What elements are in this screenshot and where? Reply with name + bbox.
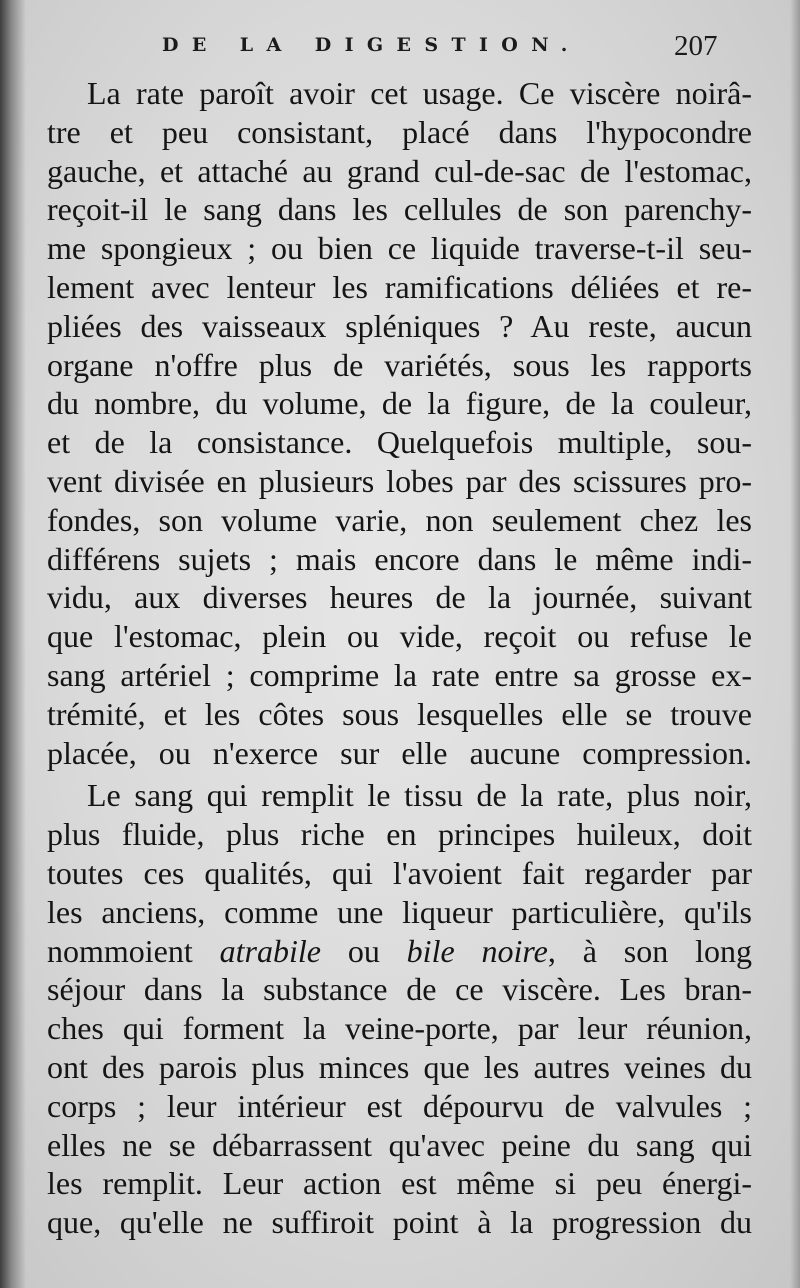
text-line: les anciens, comme une liqueur particulière, qu'ils (47, 893, 752, 930)
body-text (47, 74, 752, 1242)
text-line: ont des parois plus minces que les autres veines du (47, 1048, 752, 1085)
spine-shadow (0, 0, 26, 1288)
text-line: Le sang qui remplit le tissu de la rate, plus noir, (87, 777, 752, 814)
text-line: que, qu'elle ne suffiroit point à la progression du (47, 1204, 752, 1241)
text-line: elles ne se débarrassent qu'avec peine du sang qui (47, 1126, 752, 1163)
page-edge-shadow (790, 0, 800, 1288)
paragraph-2 (47, 776, 752, 1242)
text-line: corps ; leur intérieur est dépourvu de valvules ; (47, 1087, 752, 1124)
page-number: 207 (674, 30, 718, 62)
text-line: placée, ou n'exerce sur elle aucune compression. (47, 734, 752, 771)
text-line: et de la consistance. Quelquefois multiple, sou- (47, 424, 752, 461)
text-line: lement avec lenteur les ramifications déliées et re- (47, 268, 752, 305)
text-line: toutes ces qualités, qui l'avoient fait regarder par (47, 854, 752, 891)
text-run: ou (320, 932, 407, 969)
text-run: nommoient (47, 932, 220, 969)
text-line: séjour dans la substance de ce viscère. Les bran- (47, 971, 752, 1008)
text-line: que l'estomac, plein ou vide, reçoit ou refuse le (47, 618, 752, 655)
text-line: La rate paroît avoir cet usage. Ce viscère noirâ- (87, 75, 752, 111)
running-title: DE LA DIGESTION. (162, 34, 581, 56)
text-line: ches qui forment la veine-porte, par leur réunion, (47, 1010, 752, 1047)
paragraph-1 (47, 74, 752, 772)
text-line: du nombre, du volume, de la figure, de la couleur, (47, 385, 752, 422)
italic-term-atrabile: atrabile (219, 932, 321, 969)
text-line: fondes, son volume varie, non seulement chez les (47, 501, 752, 538)
text-line: tre et peu consistant, placé dans l'hypocondre (47, 113, 752, 150)
text-line: sang artériel ; comprime la rate entre sa grosse ex- (47, 656, 752, 693)
text-line-with-italics (47, 932, 752, 971)
text-line: pliées des vaisseaux spléniques ? Au reste, aucun (47, 307, 752, 344)
text-line: les remplit. Leur action est même si peu énergi- (47, 1165, 752, 1202)
running-head (0, 30, 800, 62)
text-line: plus fluide, plus riche en principes huileux, doit (47, 816, 752, 853)
italic-term-bile-noire: bile noire (406, 932, 548, 969)
text-line: vidu, aux diverses heures de la journée, suivant (47, 579, 752, 616)
text-line: reçoit-il le sang dans les cellules de son parenchy- (47, 191, 752, 228)
text-run: , à son long (547, 932, 752, 969)
text-line: vent divisée en plusieurs lobes par des scissures pro- (47, 462, 752, 499)
text-line: trémité, et les côtes sous lesquelles elle se trouve (47, 695, 752, 732)
text-line: différens sujets ; mais encore dans le même indi- (47, 540, 752, 577)
text-line: me spongieux ; ou bien ce liquide traverse-t-il seu- (47, 230, 752, 267)
text-line: gauche, et attaché au grand cul-de-sac de l'estomac, (47, 152, 752, 189)
text-line: organe n'offre plus de variétés, sous les rapports (47, 346, 752, 383)
